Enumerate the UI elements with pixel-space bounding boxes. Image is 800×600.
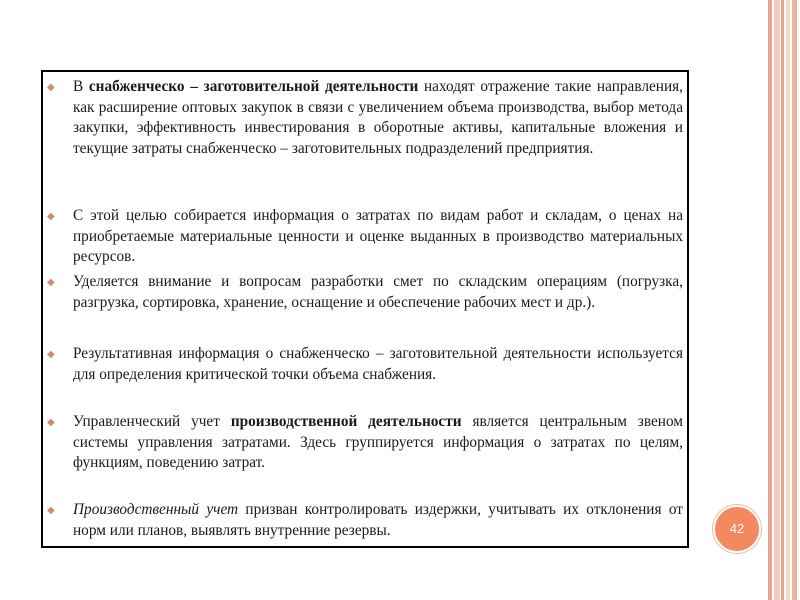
bullet-text [73, 77, 683, 159]
bold-term: производственной деятельности [230, 413, 462, 430]
text-run: призван контролировать издержки, учитывать их отклонения от норм или планов, выявлять внутренние резервы. [73, 501, 683, 539]
bullet-icon: ◆ [47, 277, 55, 288]
text-run: является центральным звеном системы управления затратами. Здесь группируется информация о затратах по целям, функциям, поведению затрат. [73, 413, 683, 472]
text-run: Результативная информация о снабженческо – заготовительной деятельности используется для определения критической точки объема снабжения. [73, 345, 683, 383]
text-run: В [73, 78, 89, 95]
text-run: С этой целью собирается информация о затратах по видам работ и складам, о ценах на приобретаемые материальные ценности и оценке выданных в производство материальных ресурсов. [73, 207, 683, 266]
text-run: находят отражение такие направления, как расширение оптовых закупок в связи с увеличением объема производства, выбор метода закупки, эффективность инвестирования в оборотные активы, капитальные вложения и текущие затраты снабженческо – заготовительных подразделений предприятия. [73, 78, 683, 157]
italic-term: Производственный учет [73, 501, 239, 518]
bullet-info-collection [47, 206, 683, 268]
decorative-stripe [781, 0, 784, 600]
bullet-text [73, 272, 683, 313]
decorative-stripe [792, 0, 797, 600]
decorative-stripe [774, 0, 780, 600]
text-run: Управленческий учет [73, 413, 231, 430]
bullet-text [73, 206, 683, 268]
bullet-icon: ◆ [47, 82, 55, 93]
bullet-text [73, 412, 683, 474]
bullet-icon: ◆ [47, 349, 55, 360]
text-run: Уделяется внимание и вопросам разработки смет по складским операциям (погрузка, разгрузка, сортировка, хранение, оснащение и обеспечение рабочих мест и др.). [73, 273, 683, 311]
bullet-production-accounting [47, 412, 683, 474]
bullet-icon: ◆ [47, 211, 55, 222]
bullet-result-info [47, 344, 683, 385]
bullet-supply-activity [47, 77, 683, 159]
bullet-icon: ◆ [47, 505, 55, 516]
bullet-text [73, 344, 683, 385]
bold-term: снабженческо – заготовительной деятельности [88, 78, 419, 95]
decorative-stripe [768, 0, 772, 600]
bullet-estimates [47, 272, 683, 313]
bullet-text [73, 500, 683, 541]
slide-text-box [41, 70, 689, 548]
page-number-badge: 42 [713, 505, 761, 553]
decorative-stripe [786, 0, 790, 600]
bullet-cost-control [47, 500, 683, 541]
bullet-icon: ◆ [47, 417, 55, 428]
